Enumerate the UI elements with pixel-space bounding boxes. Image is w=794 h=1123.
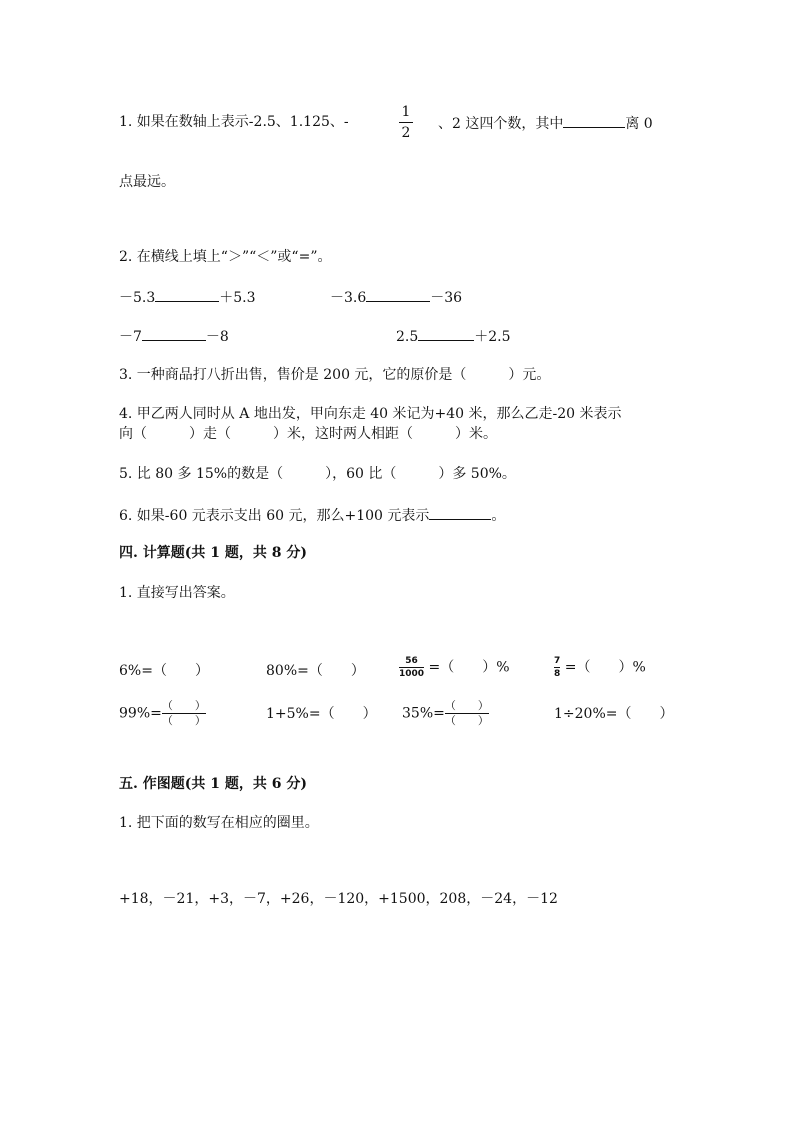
calc-e5	[119, 700, 206, 727]
q2-a-blank[interactable]	[155, 287, 219, 302]
q3-text: 3. 一种商品打八折出售，售价是 200 元，它的原价是（ ）元。	[119, 367, 551, 383]
q6-answer-blank[interactable]	[429, 505, 491, 520]
q1-line2: 点最远。	[119, 174, 175, 190]
calc-e5-fraction	[162, 700, 206, 727]
q2-row-c	[119, 326, 229, 346]
calc-e2: 80%=（ ）	[266, 663, 365, 679]
q2-d-right: ＋2.5	[474, 329, 511, 345]
q2-row-d	[396, 326, 511, 346]
q1-fraction	[399, 104, 413, 141]
calc-e1: 6%=（ ）	[119, 663, 209, 679]
calc-e7	[402, 700, 489, 727]
calc-e5-den: （ ）	[161, 714, 206, 727]
q2-b-right: －36	[430, 290, 463, 306]
q1-frac-numerator: 1	[401, 104, 411, 120]
q2-d-blank[interactable]	[418, 326, 474, 341]
calc-e4-fraction	[554, 656, 560, 679]
calc-e5-left: 99%=	[119, 705, 162, 722]
calc-e8: 1÷20%=（ ）	[554, 706, 674, 722]
q2-c-right: －8	[205, 329, 229, 345]
calc-e7-left: 35%=	[402, 705, 445, 722]
calc-e3-num: 56	[405, 656, 418, 666]
calc-e4	[554, 656, 646, 679]
q2-text: 2. 在横线上填上“＞”“＜”或“=”。	[119, 249, 332, 265]
q2-d-left: 2.5	[396, 329, 419, 345]
q2-b-blank[interactable]	[366, 287, 430, 302]
q2-row-a	[119, 287, 256, 307]
calc-e7-fraction	[445, 700, 489, 727]
q6-text-part2: 。	[491, 508, 506, 524]
calc-e4-rest: =（ ）%	[564, 659, 646, 676]
q4-line2: 向（ ）走（ ）米，这时两人相距（ ）米。	[119, 426, 497, 442]
section4-title: 四. 计算题(共 1 题，共 8 分)	[119, 545, 307, 561]
q1-line1	[119, 113, 349, 131]
calc-e3-rest: =（ ）%	[428, 659, 510, 676]
q2-c-left: －7	[119, 329, 142, 345]
calc-e3-fraction	[399, 656, 424, 679]
calc-e3-den: 1000	[399, 669, 425, 679]
calc-e4-num: 7	[554, 656, 561, 666]
q2-a-right: ＋5.3	[219, 290, 256, 306]
section5-title: 五. 作图题(共 1 题，共 6 分)	[119, 776, 307, 792]
section5-q1: 1. 把下面的数写在相应的圈里。	[119, 815, 319, 831]
q2-b-left: －3.6	[330, 290, 367, 306]
calc-e6: 1+5%=（ ）	[266, 706, 377, 722]
calc-e7-den: （ ）	[444, 714, 489, 727]
q6-text	[119, 505, 505, 525]
section5-numbers: +18，－21，+3，－7，+26，－120，+1500，208，－24，－12	[119, 891, 558, 907]
q2-c-blank[interactable]	[142, 326, 206, 341]
calc-e4-den: 8	[554, 669, 561, 679]
q5-text: 5. 比 80 多 15%的数是（ ），60 比（ ）多 50%。	[119, 466, 516, 482]
calc-e7-num: （ ）	[444, 699, 489, 712]
q2-a-left: －5.3	[119, 290, 156, 306]
q1-answer-blank[interactable]	[563, 113, 625, 128]
q6-text-part1: 6. 如果-60 元表示支出 60 元，那么+100 元表示	[119, 508, 430, 524]
q1-text-part3: 离 0	[625, 116, 653, 132]
q1-text-part1: 1. 如果在数轴上表示-2.5、1.125、-	[119, 114, 349, 130]
q1-line1-rest	[438, 113, 653, 133]
q1-frac-denominator: 2	[401, 125, 411, 141]
calc-e3	[399, 656, 510, 679]
section4-q1: 1. 直接写出答案。	[119, 585, 235, 601]
q1-text-part2: 、2 这四个数，其中	[438, 116, 564, 132]
q4-line1: 4. 甲乙两人同时从 A 地出发，甲向东走 40 米记为+40 米，那么乙走-20 米表示	[119, 406, 622, 422]
calc-e5-num: （ ）	[161, 699, 206, 712]
q2-row-b	[330, 287, 462, 307]
